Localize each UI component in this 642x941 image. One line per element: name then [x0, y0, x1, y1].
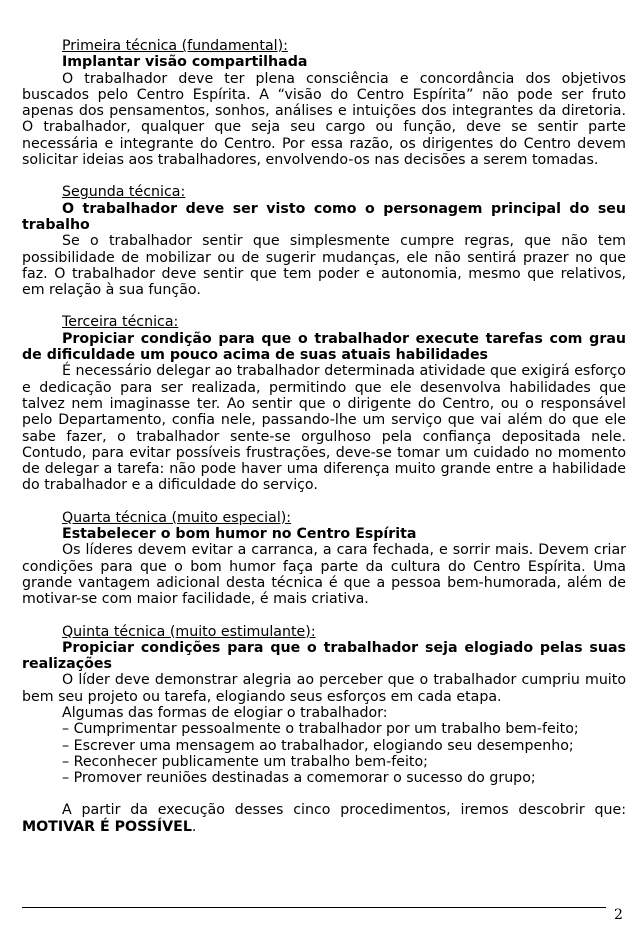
technique-label: Segunda técnica: — [62, 184, 186, 201]
technique-heading: Estabelecer o bom humor no Centro Espírita — [62, 526, 417, 543]
technique-label: Quarta técnica (muito especial): — [62, 509, 292, 526]
list-item: – Promover reuniões destinadas a comemorar o sucesso do grupo; — [62, 770, 536, 787]
closing-paragraph — [22, 802, 626, 835]
technique-3 — [22, 314, 626, 493]
technique-body: É necessário delegar ao trabalhador determinada atividade que exigirá esforço e dedicação para ser realizada, permitindo que ele desenvolva habilidades que talvez nem imaginasse ter. Ao sentir que o dirigente do Centro, ou o responsável pelo Departamento, confia nele, passando-lhe um serviço que vai além do que ele sabe fazer, o trabalhador sente-se orgulhoso pela confiança depositada nele. Contudo, para evitar possíveis frustrações, deve-se tomar um cuidado no momento de delegar a tarefa: não pode haver uma diferença muito grande entre a habilidade do trabalhador e a dificuldade do serviço. — [22, 363, 626, 494]
technique-2 — [22, 184, 626, 298]
footer-rule — [22, 907, 606, 908]
technique-heading: Propiciar condição para que o trabalhador execute tarefas com grau de dificuldade um pouco acima de suas atuais habilidades — [22, 330, 626, 364]
technique-1 — [22, 38, 626, 168]
document-page — [22, 38, 626, 835]
technique-body: O trabalhador deve ter plena consciência e concordância dos objetivos buscados pelo Centro Espírita. A “visão do Centro Espírita” não pode ser fruto apenas dos pensamentos, sonhos, análises e intuições dos integrantes da diretoria. O trabalhador, qualquer que seja seu cargo ou função, deve se sentir parte necessária e integrante do Centro. Por essa razão, os dirigentes do Centro devem solicitar ideias aos trabalhadores, envolvendo-os nas decisões a serem tomadas. — [22, 70, 626, 169]
closing-end: . — [191, 818, 197, 835]
technique-5 — [22, 624, 626, 787]
technique-label: Primeira técnica (fundamental): — [62, 38, 288, 54]
list-intro: Algumas das formas de elogiar o trabalhador: — [62, 704, 388, 721]
technique-heading: O trabalhador deve ser visto como o personagem principal do seu trabalho — [22, 200, 626, 233]
list-item: – Escrever uma mensagem ao trabalhador, elogiando seu desempenho; — [62, 737, 574, 754]
technique-4 — [22, 510, 626, 608]
technique-label: Quinta técnica (muito estimulante): — [62, 623, 316, 640]
technique-body: Os líderes devem evitar a carranca, a cara fechada, e sorrir mais. Devem criar condições para que o bom humor faça parte da cultura do Centro Espírita. Uma grande vantagem adicional desta técnica é que a pessoa bem-humorada, além de motivar-se com maior facilidade, é mais criativa. — [22, 542, 626, 608]
praise-list — [22, 721, 626, 786]
list-item: – Reconhecer publicamente um trabalho bem-feito; — [62, 753, 428, 770]
technique-body: O líder deve demonstrar alegria ao perceber que o trabalhador cumpriu muito bem seu projeto ou tarefa, elogiando seus esforços em cada etapa. — [22, 672, 626, 705]
list-item: – Cumprimentar pessoalmente o trabalhador por um trabalho bem-feito; — [62, 721, 579, 738]
closing-emphasis: MOTIVAR É POSSÍVEL — [22, 818, 192, 835]
page-number: 2 — [614, 907, 623, 923]
technique-heading: Propiciar condições para que o trabalhador seja elogiado pelas suas realizações — [22, 639, 626, 673]
technique-heading: Implantar visão compartilhada — [62, 54, 308, 71]
technique-body: Se o trabalhador sentir que simplesmente cumpre regras, que não tem possibilidade de mobilizar ou de sugerir mudanças, ele não sentirá prazer no que faz. O trabalhador deve sentir que tem poder e autonomia, mesmo que relativos, em relação à sua função. — [22, 233, 626, 299]
technique-label: Terceira técnica: — [62, 314, 179, 331]
closing-text: A partir da execução desses cinco procedimentos, iremos descobrir que: — [62, 802, 626, 819]
